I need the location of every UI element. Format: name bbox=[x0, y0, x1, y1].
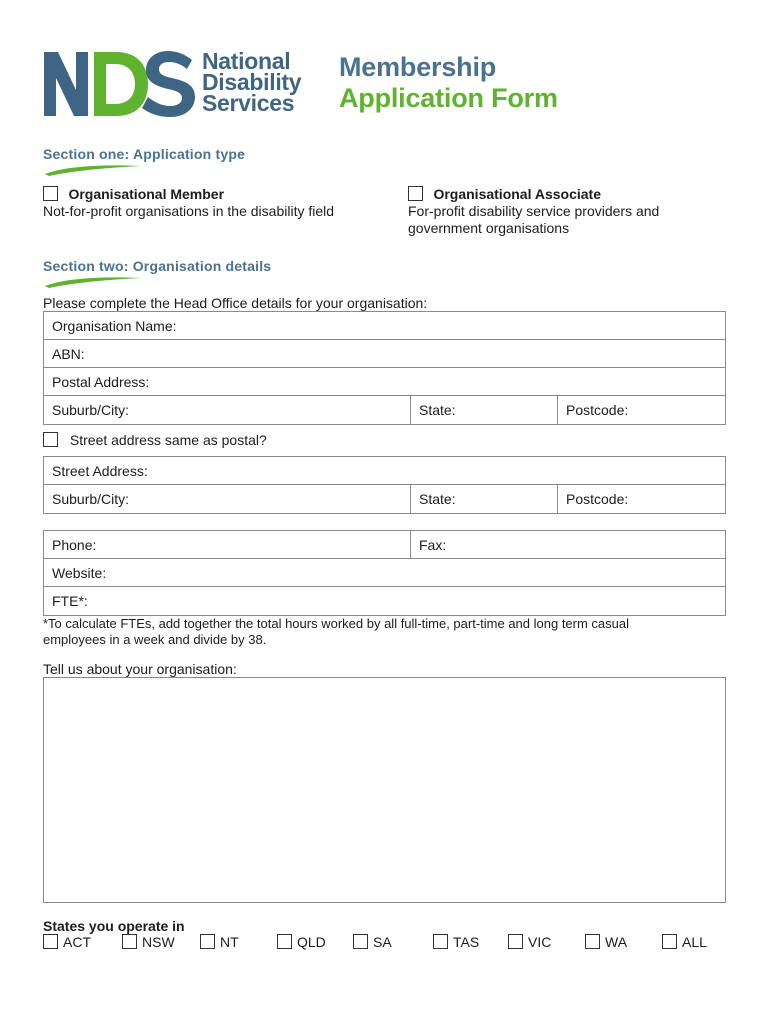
state-option-wa[interactable] bbox=[585, 934, 627, 950]
about-label: Tell us about your organisation: bbox=[43, 661, 237, 677]
states-heading: States you operate in bbox=[43, 918, 185, 934]
green-swoosh-decoration bbox=[43, 275, 143, 289]
street-state-field[interactable]: State: bbox=[410, 485, 557, 513]
title-line-2: Application Form bbox=[339, 83, 558, 113]
state-option-nsw[interactable] bbox=[122, 934, 175, 950]
option-organisational-associate[interactable] bbox=[408, 186, 601, 204]
member-checkbox[interactable] bbox=[43, 186, 58, 201]
fte-note-line-1: *To calculate FTEs, add together the total hours worked by all full-time, part-time and long term casual bbox=[43, 616, 630, 631]
postal-address-label: Postal Address: bbox=[52, 374, 150, 390]
fte-note-line-2: employees in a week and divide by 38. bbox=[43, 632, 267, 647]
state-checkbox[interactable] bbox=[277, 934, 292, 949]
contact-details-box bbox=[43, 530, 726, 616]
org-name-label: Organisation Name: bbox=[52, 318, 177, 334]
street-postcode-field[interactable]: Postcode: bbox=[557, 485, 725, 513]
postal-suburb-row bbox=[44, 396, 725, 425]
street-address-row[interactable] bbox=[44, 457, 725, 485]
associate-option-title: Organisational Associate bbox=[433, 186, 601, 202]
postal-address-row[interactable] bbox=[44, 368, 725, 396]
phone-field[interactable]: Phone: bbox=[52, 537, 97, 553]
state-checkbox[interactable] bbox=[200, 934, 215, 949]
about-textarea[interactable] bbox=[43, 677, 726, 903]
org-name-row[interactable] bbox=[44, 312, 725, 340]
associate-desc-line-1: For-profit disability service providers and bbox=[408, 203, 660, 219]
street-same-label: Street address same as postal? bbox=[69, 432, 267, 448]
state-label: SA bbox=[373, 934, 392, 950]
state-checkbox[interactable] bbox=[585, 934, 600, 949]
state-label: NT bbox=[220, 934, 239, 950]
state-checkbox[interactable] bbox=[353, 934, 368, 949]
green-swoosh-decoration bbox=[43, 163, 143, 177]
state-label: QLD bbox=[297, 934, 326, 950]
state-option-qld[interactable] bbox=[277, 934, 326, 950]
section-one-heading: Section one: Application type bbox=[43, 146, 246, 162]
option-organisational-member[interactable] bbox=[43, 186, 224, 204]
fte-row[interactable] bbox=[44, 587, 725, 616]
state-checkbox[interactable] bbox=[508, 934, 523, 949]
state-label: NSW bbox=[142, 934, 175, 950]
postal-details-box bbox=[43, 311, 726, 425]
state-option-nt[interactable] bbox=[200, 934, 239, 950]
title-line-1: Membership bbox=[339, 52, 497, 82]
head-office-intro: Please complete the Head Office details for your organisation: bbox=[43, 295, 428, 311]
postal-suburb-field[interactable]: Suburb/City: bbox=[52, 402, 130, 418]
page-title bbox=[339, 52, 558, 114]
state-checkbox[interactable] bbox=[662, 934, 677, 949]
state-option-tas[interactable] bbox=[433, 934, 479, 950]
website-row[interactable] bbox=[44, 559, 725, 587]
state-checkbox[interactable] bbox=[433, 934, 448, 949]
state-option-all[interactable] bbox=[662, 934, 707, 950]
abn-label: ABN: bbox=[52, 346, 85, 362]
street-details-box bbox=[43, 456, 726, 514]
fte-label: FTE*: bbox=[52, 593, 88, 609]
state-label: VIC bbox=[528, 934, 552, 950]
state-checkbox[interactable] bbox=[43, 934, 58, 949]
logo-wordmark bbox=[202, 48, 332, 116]
state-label: TAS bbox=[453, 934, 480, 950]
associate-desc-line-2: government organisations bbox=[408, 220, 570, 236]
phone-fax-row bbox=[44, 531, 725, 559]
member-option-title: Organisational Member bbox=[68, 186, 225, 202]
postal-postcode-field[interactable]: Postcode: bbox=[557, 396, 725, 424]
street-address-label: Street Address: bbox=[52, 463, 148, 479]
state-label: ALL bbox=[682, 934, 707, 950]
state-label: ACT bbox=[63, 934, 91, 950]
states-checkbox-group bbox=[43, 934, 733, 954]
logo-word-3: Services bbox=[202, 90, 295, 116]
postal-state-field[interactable]: State: bbox=[410, 396, 557, 424]
street-same-option[interactable] bbox=[43, 432, 267, 448]
logo-word-1: National bbox=[202, 48, 291, 74]
state-option-vic[interactable] bbox=[508, 934, 551, 950]
associate-checkbox[interactable] bbox=[408, 186, 423, 201]
fax-field[interactable]: Fax: bbox=[410, 531, 725, 559]
fte-note bbox=[43, 616, 733, 648]
street-suburb-field[interactable]: Suburb/City: bbox=[52, 491, 130, 507]
street-suburb-row bbox=[44, 485, 725, 514]
abn-row[interactable] bbox=[44, 340, 725, 368]
website-label: Website: bbox=[52, 565, 107, 581]
associate-option-desc bbox=[408, 203, 659, 237]
state-option-sa[interactable] bbox=[353, 934, 392, 950]
state-label: WA bbox=[605, 934, 628, 950]
street-same-checkbox[interactable] bbox=[43, 432, 58, 447]
logo-word-2: Disability bbox=[202, 69, 302, 95]
member-option-desc: Not-for-profit organisations in the disability field bbox=[43, 203, 335, 219]
section-two-heading: Section two: Organisation details bbox=[43, 258, 272, 274]
state-option-act[interactable] bbox=[43, 934, 91, 950]
state-checkbox[interactable] bbox=[122, 934, 137, 949]
